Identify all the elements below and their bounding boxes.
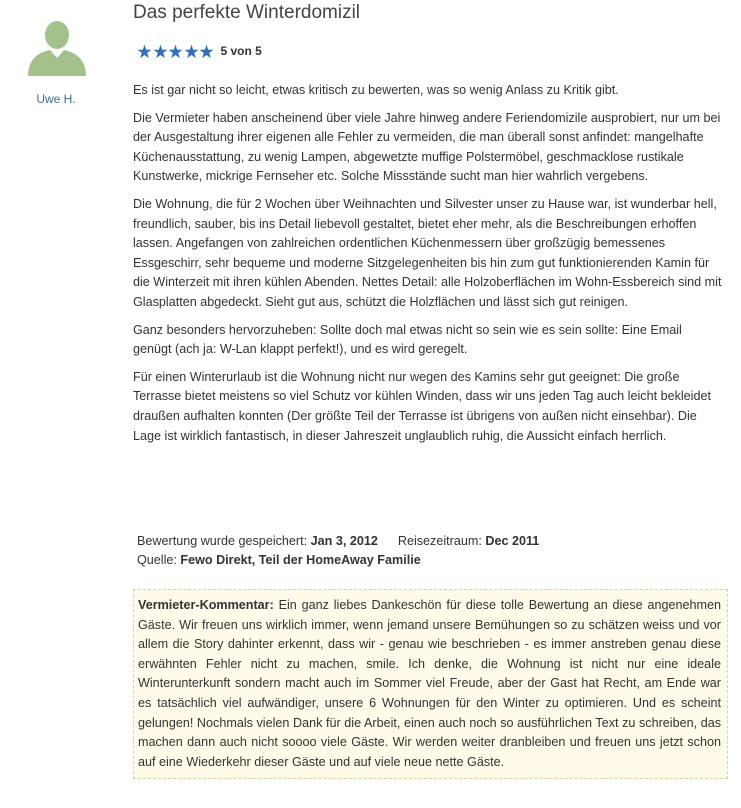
owner-comment-label: Vermieter-Kommentar:	[138, 598, 274, 612]
owner-comment	[133, 589, 728, 779]
owner-comment-text: Ein ganz liebes Dankeschön für diese tolle Bewertung an diese angenehmen Gäste. Wir freuen uns wirklich immer, wenn jemand unsere Bemühungen so zu schätzen weiss und vor allem die Story dahinter erkennt, dass wir - genau wie beschrieben - es immer anstreben genau diese erwähnten Fehler nicht zu machen, smile. Ich denke, die Wohnung ist nicht nur eine ideale Winterunterkunft sondern macht auch im Sommer viel Freude, aber der Gast hat Recht, am Ende war es tatsächlich viel aufwändiger, unsere 6 Wohnungen für den Winter zu optimieren. Und es scheint gelungen! Nochmals vielen Dank für die Arbeit, einen auch noch so ausführlichen Text zu schreiben, das machen dann auch nicht soooo viele Gäste. Wir werden weiter dranbleiben und freuen uns jetzt schon auf eine Wiederkehr dieser Gäste und auf viele neue nette Gäste.	[138, 598, 722, 769]
review-source	[137, 551, 539, 570]
review-dates	[137, 532, 539, 551]
reviewer-name[interactable]: Uwe H.	[36, 92, 76, 106]
review-paragraph: Die Wohnung, die für 2 Wochen über Weihnachten und Silvester unser zu Hause war, ist wunderbar hell, freundlich, sauber, bis ins Detail liebevoll gestaltet, bietet eher mehr, als die Beschreibungen erhoffen lassen. Angefangen von zahlreichen ordentlichen Küchenmessern über großzügig bemessenes Essgeschirr, sehr bequeme und moderne Sitzgelegenheiten bis hin zum gut funktionierenden Kamin für die Winterzeit mit ihren kühlen Abenden. Nettes Detail: alle Holzoberflächen im Wohn-Essbereich sind mit Glasplatten abgedeckt. Sieht gut aus, schützt die Holzflächen und lässt sich gut reinigen.	[133, 196, 722, 309]
review-paragraph: Es ist gar nicht so leicht, etwas kritisch zu bewerten, was so wenig Anlass zu Kritik gibt.	[133, 83, 619, 97]
star-icon	[153, 44, 168, 59]
rating	[137, 42, 262, 60]
saved-date: Jan 3, 2012	[310, 534, 378, 548]
review-paragraph: Die Vermieter haben anscheinend über viele Jahre hinweg andere Feriendomizile ausprobiert, nur um bei der Ausgestaltung ihrer eigenen alle Fehler zu vermeiden, die man überall sonst anfindet: mangelhafte Küchenausstattung, zu wenig Lampen, abgewetzte muffige Polstermöbel, geschmacklose rustikale Kunstwerke, mickrige Fernseher etc. Solche Missstände sucht man hier wahrlich vergebens.	[133, 110, 721, 184]
travel-date: Dec 2011	[485, 534, 540, 548]
review-paragraph: Ganz besonders hervorzuheben: Sollte doch mal etwas nicht so sein wie es sein sollte: Eine Email genügt (ach ja: W-Lan klappt perfekt!), und es wird geregelt.	[133, 322, 682, 357]
review-meta	[137, 532, 539, 570]
saved-label: Bewertung wurde gespeichert:	[137, 534, 308, 548]
rating-text: 5 von 5	[220, 44, 262, 58]
review-title: Das perfekte Winterdomizil	[133, 2, 361, 23]
star-icon	[184, 44, 199, 59]
source-value: Fewo Direkt, Teil der HomeAway Familie	[180, 553, 421, 567]
star-icon	[137, 44, 152, 59]
user-silhouette-icon	[26, 14, 88, 76]
review-paragraph: Für einen Winterurlaub ist die Wohnung nicht nur wegen des Kamins sehr gut geeignet: Die große Terrasse bietet meistens so viel Schutz vor kühlen Winden, dass wir uns jeden Tag auch leicht bekleidet draußen aufhalten konnten (Der größte Teil der Terrasse ist übrigens von außen nicht einsehbar). Die Lage ist wirklich fantastisch, in dieser Jahreszeit unglaublich ruhig, die Aussicht einfach herrlich.	[133, 369, 711, 443]
rating-stars	[137, 44, 215, 59]
travel-label: Reisezeitraum:	[397, 534, 482, 548]
star-icon	[168, 44, 183, 59]
source-label: Quelle:	[137, 553, 177, 567]
review-body	[133, 81, 723, 454]
star-icon	[199, 44, 214, 59]
